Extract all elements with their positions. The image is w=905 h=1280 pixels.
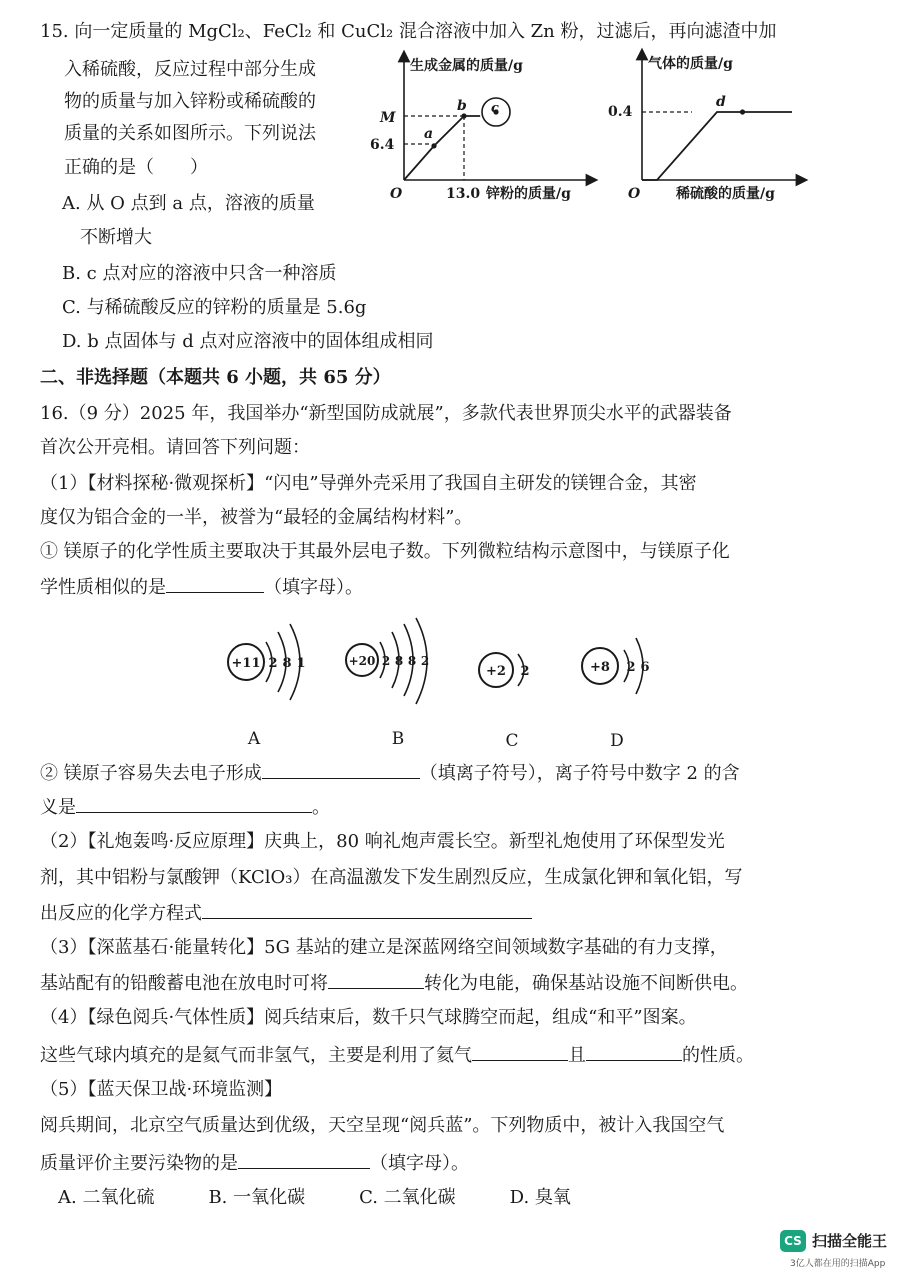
chart1-label-c: c	[491, 101, 499, 116]
atom-c-shell-1: 2	[520, 664, 530, 679]
chart1-point-a	[431, 143, 436, 148]
q16-p1b-line1	[40, 760, 740, 786]
chart2-ytick-04: 0.4	[608, 104, 633, 120]
q16-p5-options: A. 二氧化硫 B. 一氧化碳 C. 二氧化碳 D. 臭氧	[58, 1187, 571, 1208]
q16-p2-line2: 剂，其中铝粉与氯酸钾（KClO₃）在高温激发下发生剧烈反应，生成氯化钾和氧化铝，写	[40, 867, 743, 888]
chart-gas-mass	[600, 46, 810, 206]
q15-option-b: B. c 点对应的溶液中只含一种溶质	[62, 263, 337, 284]
q16-p1b-prefix: ② 镁原子容易失去电子形成	[40, 763, 262, 784]
q16-p1-line2: 度仅为铝合金的一半，被誉为“最轻的金属结构材料”。	[40, 507, 473, 528]
q16-p5-title: （5）【蓝天保卫战·环境监测】	[40, 1079, 283, 1100]
answer-blank-property-2[interactable]	[586, 1042, 682, 1061]
atom-b-shell-1: 2	[381, 654, 391, 668]
chart1-label-a: a	[424, 126, 434, 142]
scanner-tagline: 3亿人都在用的扫描App	[790, 1259, 886, 1269]
q16-p1b-l2-suffix: 。	[312, 797, 330, 818]
q16-line2: 首次公开亮相。请回答下列问题：	[40, 437, 310, 458]
q16-p5-l2-suffix: （填字母）。	[370, 1153, 469, 1174]
atom-a	[228, 624, 306, 749]
q16-p1b-mid: （填离子符号），离子符号中数字 2 的含	[419, 763, 740, 784]
q16-p1a-line2	[40, 574, 363, 600]
answer-blank-atom[interactable]	[166, 574, 264, 593]
q15-option-c: C. 与稀硫酸反应的锌粉的质量是 5.6g	[62, 297, 367, 318]
chart2-ylabel: 气体的质量/g	[648, 56, 733, 72]
chart2-series-line	[642, 112, 792, 180]
chart1-ytick-m: M	[380, 110, 396, 126]
q15-line1: 15. 向一定质量的 MgCl₂、FeCl₂ 和 CuCl₂ 混合溶液中加入 Zn 粉，过滤后，再向滤渣中加	[40, 21, 777, 42]
answer-blank-pollutant[interactable]	[238, 1150, 370, 1169]
q16-p5-line2	[40, 1150, 469, 1176]
q16-p1a-prefix: 学性质相似的是	[40, 577, 166, 598]
q15-line2: 入稀硫酸，反应过程中部分生成	[64, 59, 316, 80]
answer-blank-equation[interactable]	[202, 900, 532, 919]
atom-b-letter: B	[391, 729, 405, 749]
chart2-label-d: d	[716, 94, 726, 110]
q16-p4-l2-mid: 且	[568, 1045, 586, 1066]
chart1-series-line	[404, 116, 480, 180]
atom-d-shell-2: 6	[640, 660, 650, 675]
chart1-ylabel: 生成金属的质量/g	[410, 58, 523, 74]
atom-b-shell-4: 2	[420, 654, 430, 668]
chart1-point-b	[461, 113, 466, 118]
atom-c	[479, 653, 530, 751]
atom-diagrams	[200, 612, 680, 752]
q15-option-d: D. b 点固体与 d 点对应溶液中的固体组成相同	[62, 331, 434, 352]
chart2-xlabel: 稀硫酸的质量/g	[676, 186, 775, 202]
q16-p4-l2-prefix: 这些气球内填充的是氦气而非氢气，主要是利用了氦气	[40, 1045, 472, 1066]
atom-b-nucleus: +20	[348, 654, 376, 668]
scanner-app-name: 扫描全能王	[812, 1232, 888, 1250]
atom-d-shell-1: 2	[626, 660, 636, 675]
atom-c-nucleus: +2	[486, 664, 506, 679]
q16-p4-line2	[40, 1042, 754, 1068]
section-2-title: 二、非选择题（本题共 6 小题，共 65 分）	[40, 367, 391, 388]
q16-p3-l2-suffix: 转化为电能，确保基站设施不间断供电。	[424, 973, 748, 994]
atom-a-letter: A	[247, 729, 261, 749]
q15-line3: 物的质量与加入锌粉或稀硫酸的	[64, 91, 316, 112]
q15-option-a-cont: 不断增大	[80, 227, 152, 248]
scanner-logo-icon: CS	[780, 1230, 806, 1252]
q15-line4: 质量的关系如图所示。下列说法	[64, 123, 316, 144]
answer-blank-energy[interactable]	[328, 970, 424, 989]
atom-a-shell-2: 8	[282, 656, 292, 671]
chart-metal-mass	[360, 46, 600, 206]
q16-p5-line1: 阅兵期间，北京空气质量达到优级，天空呈现“阅兵蓝”。下列物质中，被计入我国空气	[40, 1115, 725, 1136]
chart1-xtick-13: 13.0	[446, 186, 481, 202]
atom-d-nucleus: +8	[590, 660, 610, 675]
chart1-xlabel: 锌粉的质量/g	[486, 186, 571, 202]
answer-blank-ion[interactable]	[262, 760, 420, 779]
chart1-label-b: b	[457, 98, 467, 114]
atom-c-letter: C	[505, 731, 519, 751]
atom-a-shell-1: 2	[268, 656, 278, 671]
atom-d	[582, 638, 650, 751]
q16-p2-line1: （2）【礼炮轰鸣·反应原理】庆典上，80 响礼炮声震长空。新型礼炮使用了环保型发光	[40, 831, 725, 852]
atom-d-letter: D	[610, 731, 624, 751]
atom-a-shell-3: 1	[296, 656, 306, 671]
atom-b-shell-3: 8	[407, 654, 417, 668]
q15-line5: 正确的是（ ）	[64, 157, 208, 178]
q15-option-a: A. 从 O 点到 a 点，溶液的质量	[62, 193, 315, 214]
q16-p3-line2	[40, 970, 748, 996]
atom-b-shell-2: 8	[394, 654, 404, 668]
q16-p1b-line2	[40, 794, 330, 820]
q16-p5-l2-prefix: 质量评价主要污染物的是	[40, 1153, 238, 1174]
chart2-point-d	[740, 109, 745, 114]
answer-blank-meaning[interactable]	[76, 794, 312, 813]
q16-p3-l2-prefix: 基站配有的铅酸蓄电池在放电时可将	[40, 973, 328, 994]
q16-line1: 16.（9 分）2025 年，我国举办“新型国防成就展”，多款代表世界顶尖水平的武器装备	[40, 403, 732, 424]
q16-p2-line3	[40, 900, 532, 926]
q16-p1b-l2-prefix: 义是	[40, 797, 76, 818]
atom-a-nucleus: +11	[231, 656, 261, 671]
q16-p4-line1: （4）【绿色阅兵·气体性质】阅兵结束后，数千只气球腾空而起，组成“和平”图案。	[40, 1007, 697, 1028]
q16-p3-line1: （3）【深蓝基石·能量转化】5G 基站的建立是深蓝网络空间领域数字基础的有力支撑，	[40, 937, 728, 958]
chart1-origin: O	[390, 186, 403, 202]
q16-p4-l2-suffix: 的性质。	[682, 1045, 754, 1066]
q16-p1a-suffix: （填字母）。	[264, 577, 363, 598]
chart1-ytick-64: 6.4	[370, 137, 395, 153]
answer-blank-property-1[interactable]	[472, 1042, 568, 1061]
scanner-watermark	[780, 1228, 898, 1274]
q16-p1a-line1: ① 镁原子的化学性质主要取决于其最外层电子数。下列微粒结构示意图中，与镁原子化	[40, 541, 730, 562]
q16-p1-line1: （1）【材料探秘·微观探析】“闪电”导弹外壳采用了我国自主研发的镁锂合金，其密	[40, 473, 697, 494]
chart2-origin: O	[628, 186, 641, 202]
q16-p2-l3-prefix: 出反应的化学方程式	[40, 903, 202, 924]
atom-b	[346, 618, 429, 749]
